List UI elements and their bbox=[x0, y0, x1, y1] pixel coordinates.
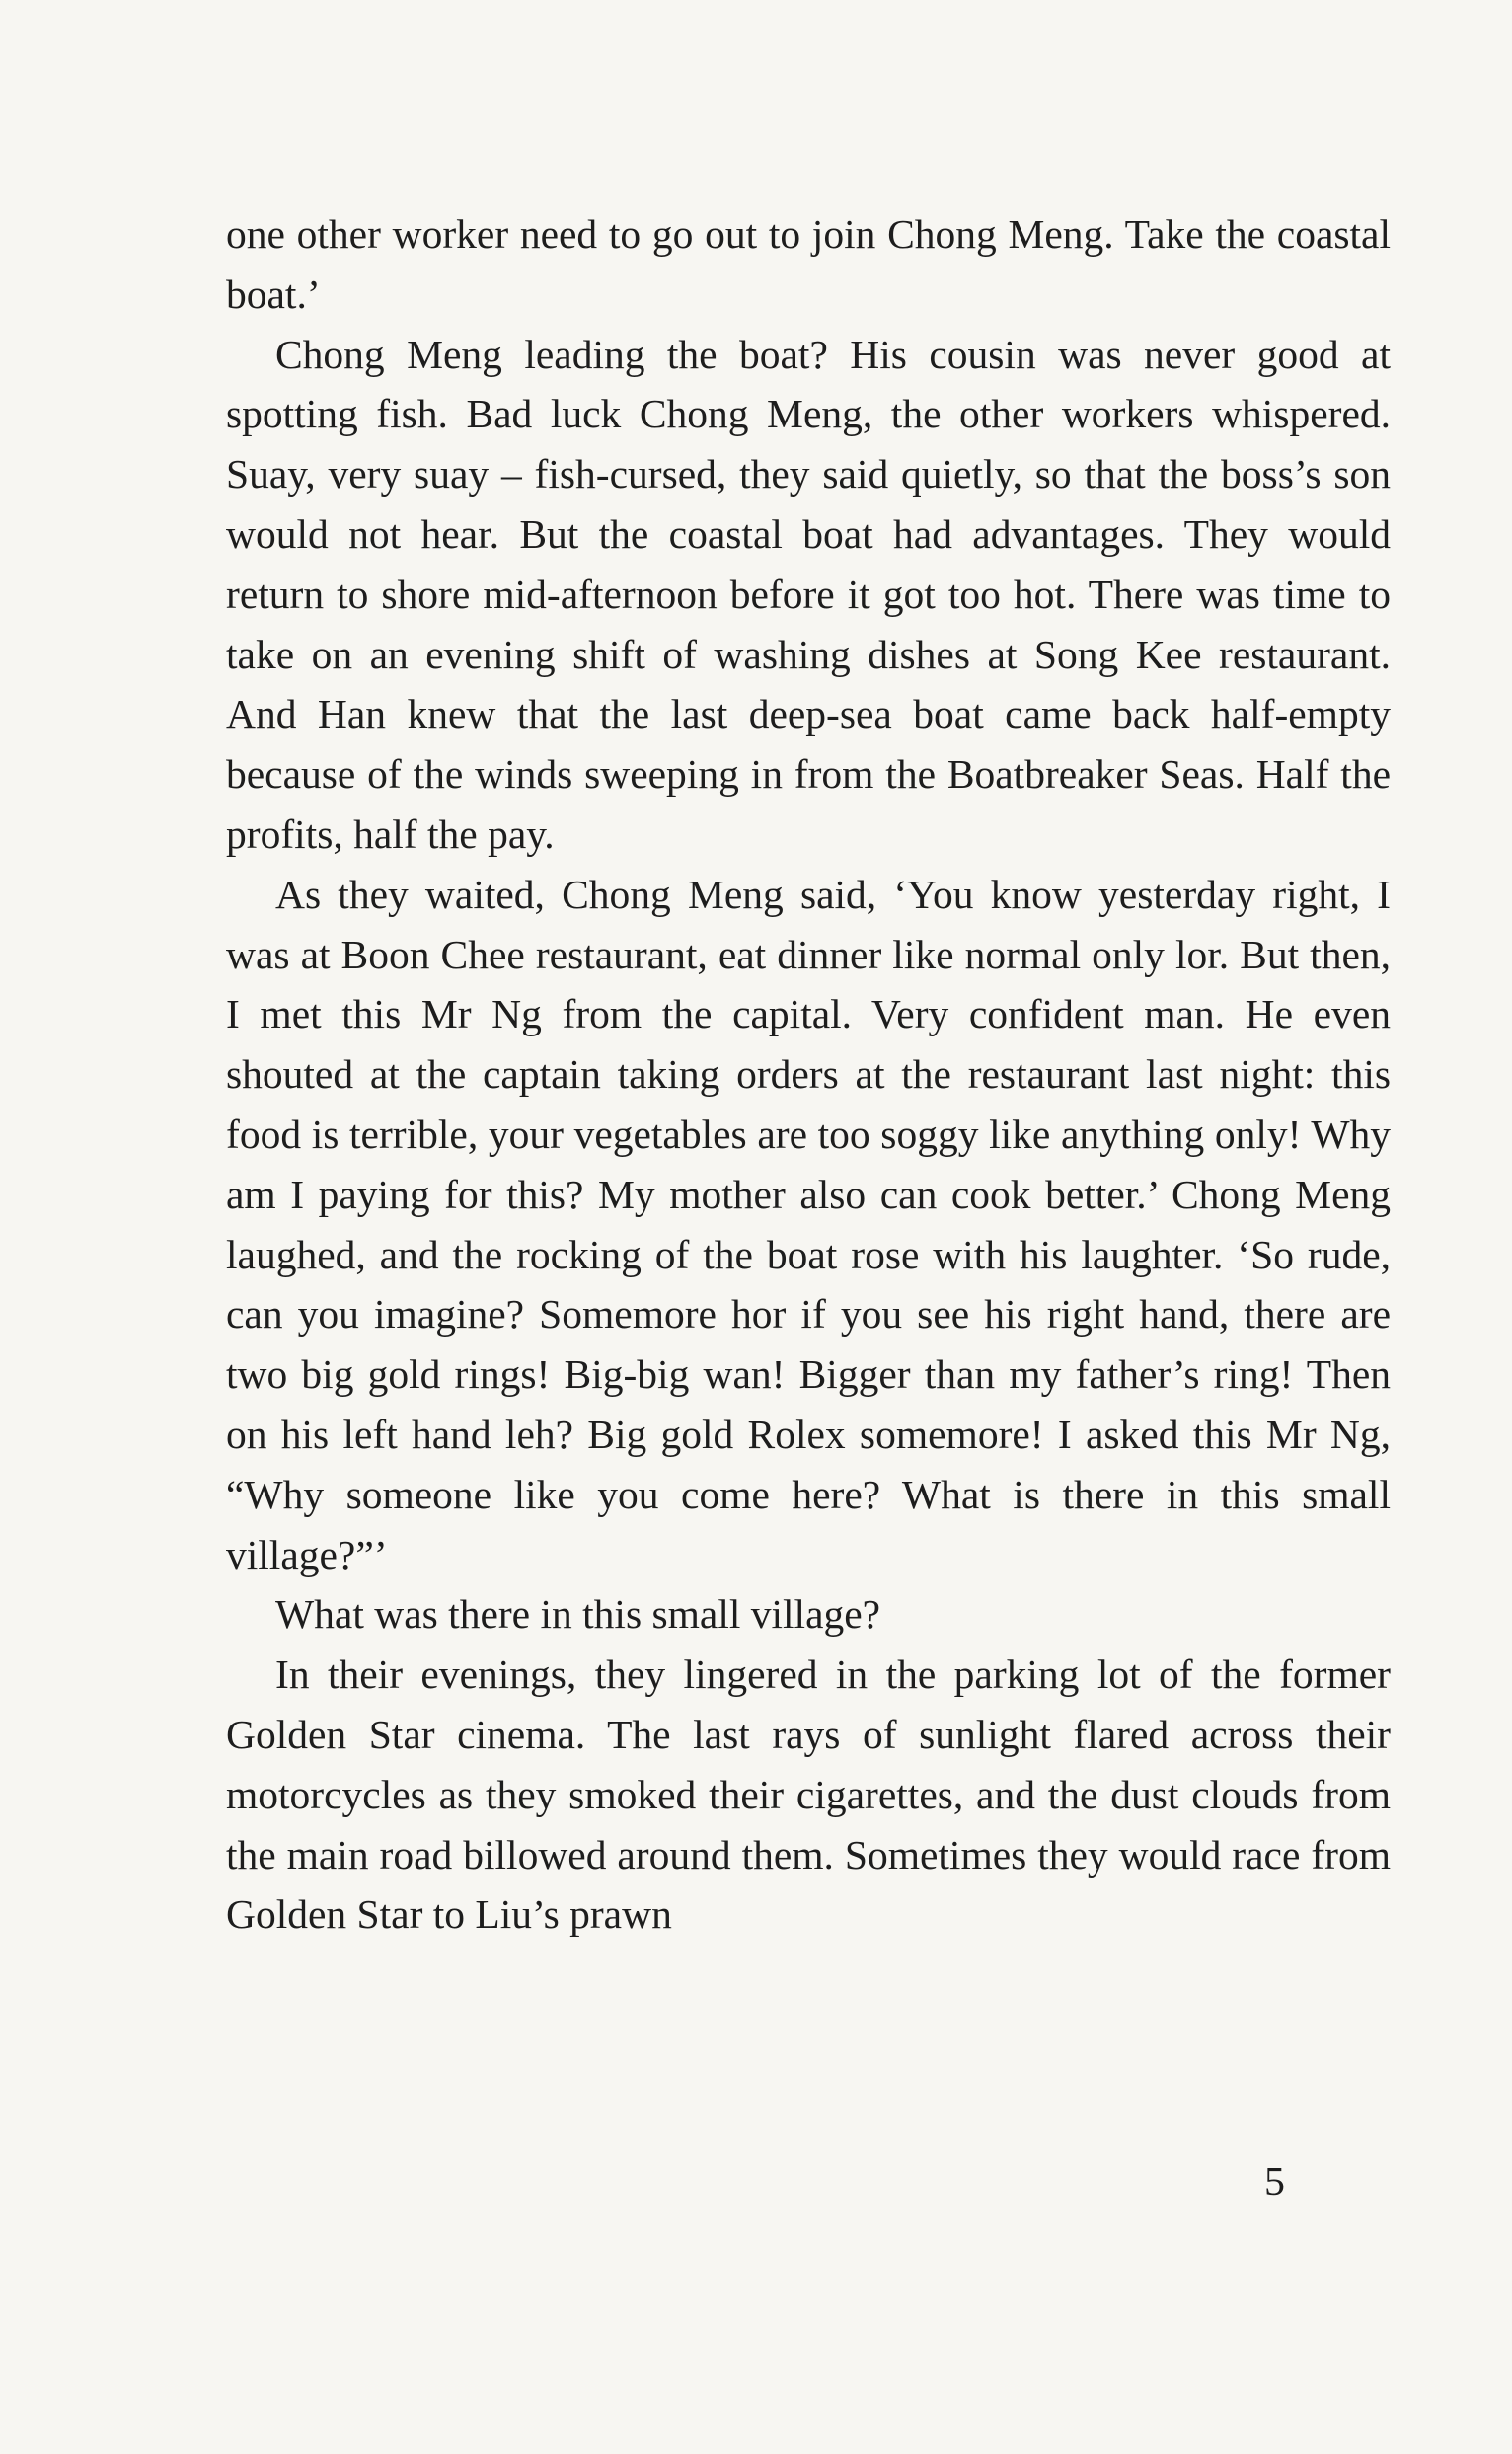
body-text bbox=[226, 204, 1391, 1945]
paragraph-continued: one other worker need to go out to join Chong Meng. Take the coastal boat.’ bbox=[226, 211, 1391, 317]
paragraph-coastal-boat: Chong Meng leading the boat? His cousin was never good at spotting fish. Bad luck Chong Meng, the other workers whispered. Suay, very suay – fish-cursed, they said quietly, so that the boss’s son would not hear. But the coastal boat had advantages. They would return to shore mid-afternoon before it got too hot. There was time to take on an evening shift of washing dishes at Song Kee restaurant. And Han knew that the last deep-sea boat came back half-empty because of the winds sweeping in from the Boatbreaker Seas. Half the profits, half the pay. bbox=[226, 331, 1391, 857]
page-number: 5 bbox=[1264, 2160, 1285, 2205]
paragraph-question: What was there in this small village? bbox=[275, 1591, 881, 1638]
paragraph-evenings: In their evenings, they lingered in the parking lot of the former Golden Star cinema. The last rays of sunlight flared across their motorcycles as they smoked their cigarettes, and the dust clouds from the main road billowed around them. Sometimes they would race from Golden Star to Liu’s prawn bbox=[226, 1651, 1391, 1938]
paragraph-mr-ng: As they waited, Chong Meng said, ‘You know yesterday right, I was at Boon Chee restaurant, eat dinner like normal only lor. But then, I met this Mr Ng from the capital. Very confident man. He even shouted at the captain taking orders at the restaurant last night: this food is terrible, your vegetables are too soggy like anything only! Why am I paying for this? My mother also can cook better.’ Chong Meng laughed, and the rocking of the boat rose with his laughter. ‘So rude, can you imagine? Somemore hor if you see his right hand, there are two big gold rings! Big-big wan! Bigger than my father’s ring! Then on his left hand leh? Big gold Rolex somemore! I asked this Mr Ng, “Why someone like you come here? What is there in this small village?”’ bbox=[226, 871, 1391, 1577]
